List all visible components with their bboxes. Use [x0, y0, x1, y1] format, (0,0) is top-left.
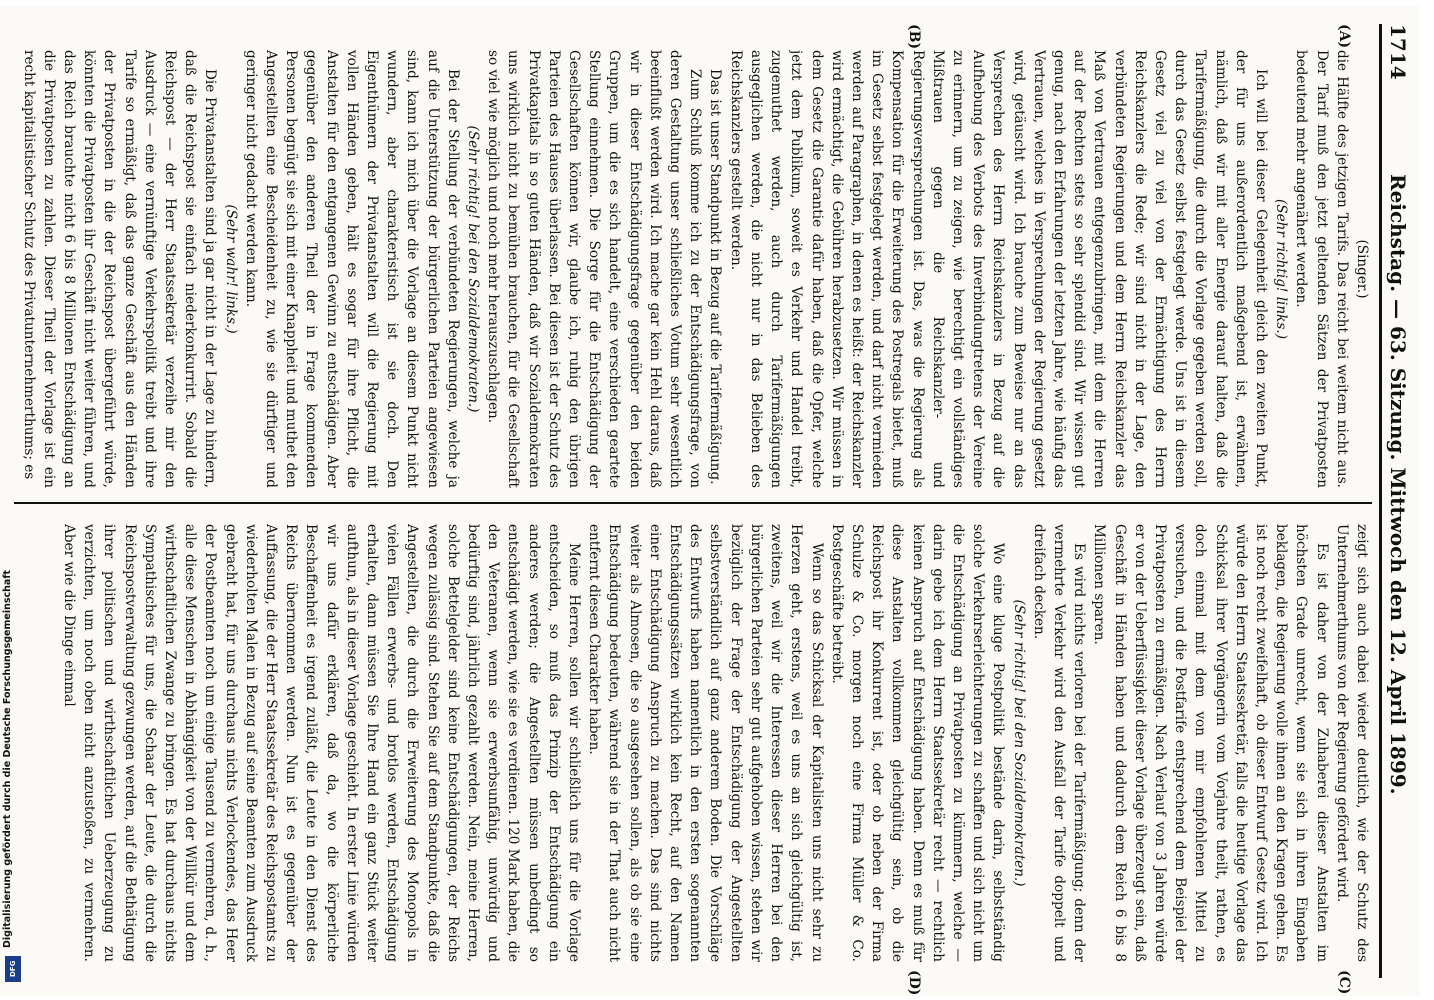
- digitization-footer: [2, 12, 24, 988]
- margin-marker-c: (C): [1336, 970, 1352, 995]
- left-text-column: [14, 50, 1372, 488]
- dfg-logo: DFG: [5, 956, 21, 982]
- column-divider: [14, 502, 1372, 504]
- paragraph: Wenn so das Schicksal der Kapitalisten uns nicht sehr zu Herzen geht, erstens, weil es uns an sich gleichgültig ist, zweitens, weil wir die Interessen dieser Herren bei den bürgerlichen Parteien sehr gut aufgehoben wissen, stehen wir bezüglich der Frage der Entschädigung der Angestellten selbstverständlich auf ganz anderem Boden. Die Vorschläge des Entwurfs haben namentlich in den ersten sogenannten Entschädigungssätzen wirklich kein Recht, auf den Namen einer Entschädigung Anspruch zu machen. Das sind nichts weiter als Almosen, die so ausgesehen sollen, als ob sie eine Entschädigung bedeuten, während sie in der That auch nicht entfernt diesen Charakter haben.: [586, 524, 825, 962]
- paragraph: die Hälfte des jetzigen Tarifs. Das reicht bei weitem nicht aus. Der Tarif muß den jetzt geltenden Sätzen der Privatposten bedeutend mehr angenähert werden.: [1293, 50, 1350, 488]
- margin-marker-a: (A): [1336, 24, 1352, 49]
- scanned-page: [0, 6, 1420, 996]
- interjection: (Sehr richtig! bei den Sozialdemokraten.): [1010, 599, 1027, 887]
- margin-marker-d: (D): [906, 970, 922, 996]
- paragraph: Es ist daher von der Zuhaberei dieser Anstalten im höchsten Grade unrecht, wenn sie sich in ihren Eingaben beklagen, die Regierung wolle ihnen an den Kragen gehen. Es ist noch recht zweifelhaft, ob dieser Entwurf Gesetz wird. Ich würde den Herrn Staatssekretär, falls die heutige Vorlage das Schicksal ihrer Vorgängerin vom Vorjahre theilt, rathen, es doch einmal mit dem von mir empfohlenen Mittel zu versuchen, und die Postfarife entsprechend dem Beispiel der Privatposten zu ermäßigen. Nach Verlauf von 3 Jahren würde er von der Ueberflüssigkeit dieser Vorlage überzeugt sein, daß Geschäft in Händen haben und dadurch dem Reich 6 bis 8 Millionen sparen.: [1091, 524, 1330, 962]
- paragraph: zeigt sich auch dabei wieder deutlich, wie der Schutz des Unternehmerthums von der Regierung gefördert wird.: [1333, 524, 1370, 962]
- margin-marker-b: (B): [906, 24, 922, 50]
- footer-credit: Digitalisierung gefördert durch die Deutsche Forschungsgemeinschaft: [2, 570, 13, 948]
- paragraph: Ich will bei dieser Gelegenheit gleich den zweiten Punkt, der für uns außerordentlich maßgebend ist, erwähnen, nämlich, daß wir mit aller Energie darauf halten, daß die Tarifermäßigung, die durch die Vorlage gegeben werden soll, durch das Gesetz selbst festgelegt werde. Uns ist in diesem Gesetz viel zu viel von der Ermächtigung des Herrn Reichskanzlers die Rede; wir sind nicht in der Lage, den verbündeten Regierungen und dem Herrn Reichskanzler das Maß von Vertrauen entgegenzubringen, mit dem die Herren auf der Rechten stets so sehr splendid sind. Wir wissen gut genug, nach den Erfahrungen der letzten Jahre, wie häufig das Vertrauen, welches in Versprechungen der Regierung gesetzt wird, getäuscht wird. Ich brauche zum Beweise nur an das Versprechen des Herrn Reichskanzlers in Bezug auf die Aufhebung des Verbots des Inverbindungtretens der Vereine zu erinnern, um zu zeigen, wie berechtigt ein vollständiges Mißtrauen gegen die Reichskanzler- und Regierungsversprechungen ist. Das, was die Regierung als Kompensation für die Erweiterung des Postregals bietet, muß im Gesetz selbst festgelegt werden, und darf nicht vermieden werden auf Paragraphen, in denen es heißt: der Reichskanzler wird ermächtigt, die Gebühren herabzusetzen. Wir müssen in dem Gesetz die Garantie dafür haben, daß die Opfer, welche jetzt dem Publikum, soweit es Verkehr und Handel treibt, zugemuthet werden, auch durch Tarifermäßigungen ausgeglichen werden, die nicht nur in das Belieben des Reichskanzlers gestellt werden.: [727, 50, 1269, 488]
- paragraph: Zum Schluß komme ich zu der Entschädigungsfrage, von deren Gestaltung unser schließliches Votum sehr wesentlich beeinflußt werden wird. Ich mache gar kein Hehl daraus, daß wir in dieser Entschädigungsfrage gegenüber den beiden Gruppen, um die es sich handelt, eine verschieden geartete Stellung einnehmen. Die Sorge für die Entschädigung der Gesellschaften können wir, glaube ich, ruhig den übrigen Parteien des Hauses überlassen. Bei diesen ist der Schutz des Privatkapitals in so guten Händen, daß wir Sozialdemokraten uns wirklich nicht zu bemühen brauchen, für die Gesellschaft so viel wie möglich und noch mehr herauszuschlagen.: [485, 50, 704, 488]
- interjection: (Sehr richtig! links.): [1273, 198, 1290, 340]
- paragraph: Es wird nichts verloren bei der Tarifermäßigung; denn der vermehrte Verkehr wird den Ausfall der Tarife doppelt und dreifach decken.: [1030, 524, 1088, 962]
- page-number: 1714: [1386, 24, 1410, 80]
- paragraph: Das ist unser Standpunkt in Bezug auf die Tarifermäßigung.: [707, 69, 724, 485]
- page-title: Reichstag. — 63. Sitzung. Mittwoch den 12. April 1899.: [1386, 174, 1410, 795]
- paragraph: Meine Herren, sollen wir schließlich uns für die Vorlage entscheiden, so muß das Prinzip der Entschädigung ein anderes werden; die Angestellten müssen unbedingt so entschädigt werden, wie sie es verdienen. 120 Mark haben, die den Veteranen, wenn sie erwerbsunfähig, unwürdig und bedürftig sind, jährlich gezahlt werden. Nein, meine Herren, solche Bettelgelder sind keine Entschädigungen, der Reichs wegen zulässig sind. Stehen Sie auf dem Standpunkte, daß die Angestellten, die durch die Erweiterung des Monopols in vielen Fällen erwerbs- und brotlos werden, Entschädigung erhalten, dann müssen Sie Ihre Hand ein ganz Stück weiter aufthun, als in dieser Vorlage geschieht. In erster Linie würden wir uns dafür erklären, daß da, wo die körperliche Beschaffenheit es irgend zuläßt, die Leute in den Dienst des Reichs übernommen werden. Nun ist es gegenüber der Auffassung, die der Herr Staatssekretär des Reichspostamts zu wiederholten Malen in Bezug auf seine Beamten zum Ausdruck gebracht hat, für uns durchaus nichts Verlockendes, das Heer der Postbeamten noch um einige Tausend zu vermehren, d. h., alle diese Menschen in Abhängigkeit von der Willkür und dem wirthschaftlichen Zwange zu bringen. Es hat durchaus nichts Sympathisches für uns, die Schaar der Leute, die durch die Reichspostverwaltung gezwungen werden, auf die Bethätigung ihrer politischen und wirthschaftlichen Ueberzeugung zu verzichten, um noch oben nicht anzustoßen, zu vermehren. Aber wie die Dinge einmal: [61, 524, 583, 962]
- paragraph: Wo eine kluge Postpolitik bestände darin, selbstständig solche Verkehrserleichterungen zu schaffen und sich nicht um die Entschädigung an Privatposten zu kümmern, welche — darin gebe ich dem Herrn Staatssekretär recht — rechtlich keinen Anspruch auf Entschädigung haben. Denn es muß für diese Anstalten vollkommen gleichgültig sein, ob die Reichspost ihr Konkurrent ist, oder ob neben der Firma Schulze & Co. morgen noch eine Firma Müller & Co. Postgeschäfte betreibt.: [828, 524, 1007, 962]
- text-columns: [14, 24, 1372, 996]
- right-text-column: [14, 524, 1372, 962]
- interjection: (Sehr richtig! bei den Sozialdemokraten.): [465, 125, 482, 413]
- paragraph: (Singer.): [1354, 239, 1370, 299]
- interjection: (Sehr wahr! links.): [222, 204, 239, 334]
- paragraph: Die Privatanstalten sind ja gar nicht in der Lage zu hindern, daß die Reichspost sie einfach niederkonkurrirt. Sobald die Reichspost — der Herr Staatssekretär verzeihe mir den Ausdruck — eine vernünftige Verkehrspolitik treibt und ihre Tarife so ermäßigt, daß das ganze Geschäft aus den Händen der Privatposten in die der Reichspost übergeführt würde, könnten die Privatposten ihr Geschäft nicht weiter führen, und das Reich brauchte nicht 6 bis 8 Millionen Entschädigung an die Privatposten zu zahlen. Dieser Theil der Vorlage ist ein recht kapitalistischer Schutz des Privatunternehmerthums; es: [20, 50, 219, 488]
- page-header: [1379, 24, 1412, 978]
- paragraph: Bei der Stellung der verbündeten Regierungen, welche ja auf die Unterstützung der bürgerlichen Parteien angewiesen sind, kann ich mich über die Vorlage an diesem Punkt nicht wundern, aber charakteristisch ist sie doch. Den Eigenthümern der Privatanstalten will die Regierung mit vollen Händen geben, hält es sogar für ihre Pflicht, die Anstalten für den entgangenen Gewinn zu entschädigen. Aber gegenüber den anderen Theil der in Frage kommenden Personen begnügt sie sich mit einer Knappheit und muthet den Angestellten eine Bescheidenheit zu, wie sie dürftiger und geringer nicht gedacht werden kann.: [242, 50, 461, 488]
